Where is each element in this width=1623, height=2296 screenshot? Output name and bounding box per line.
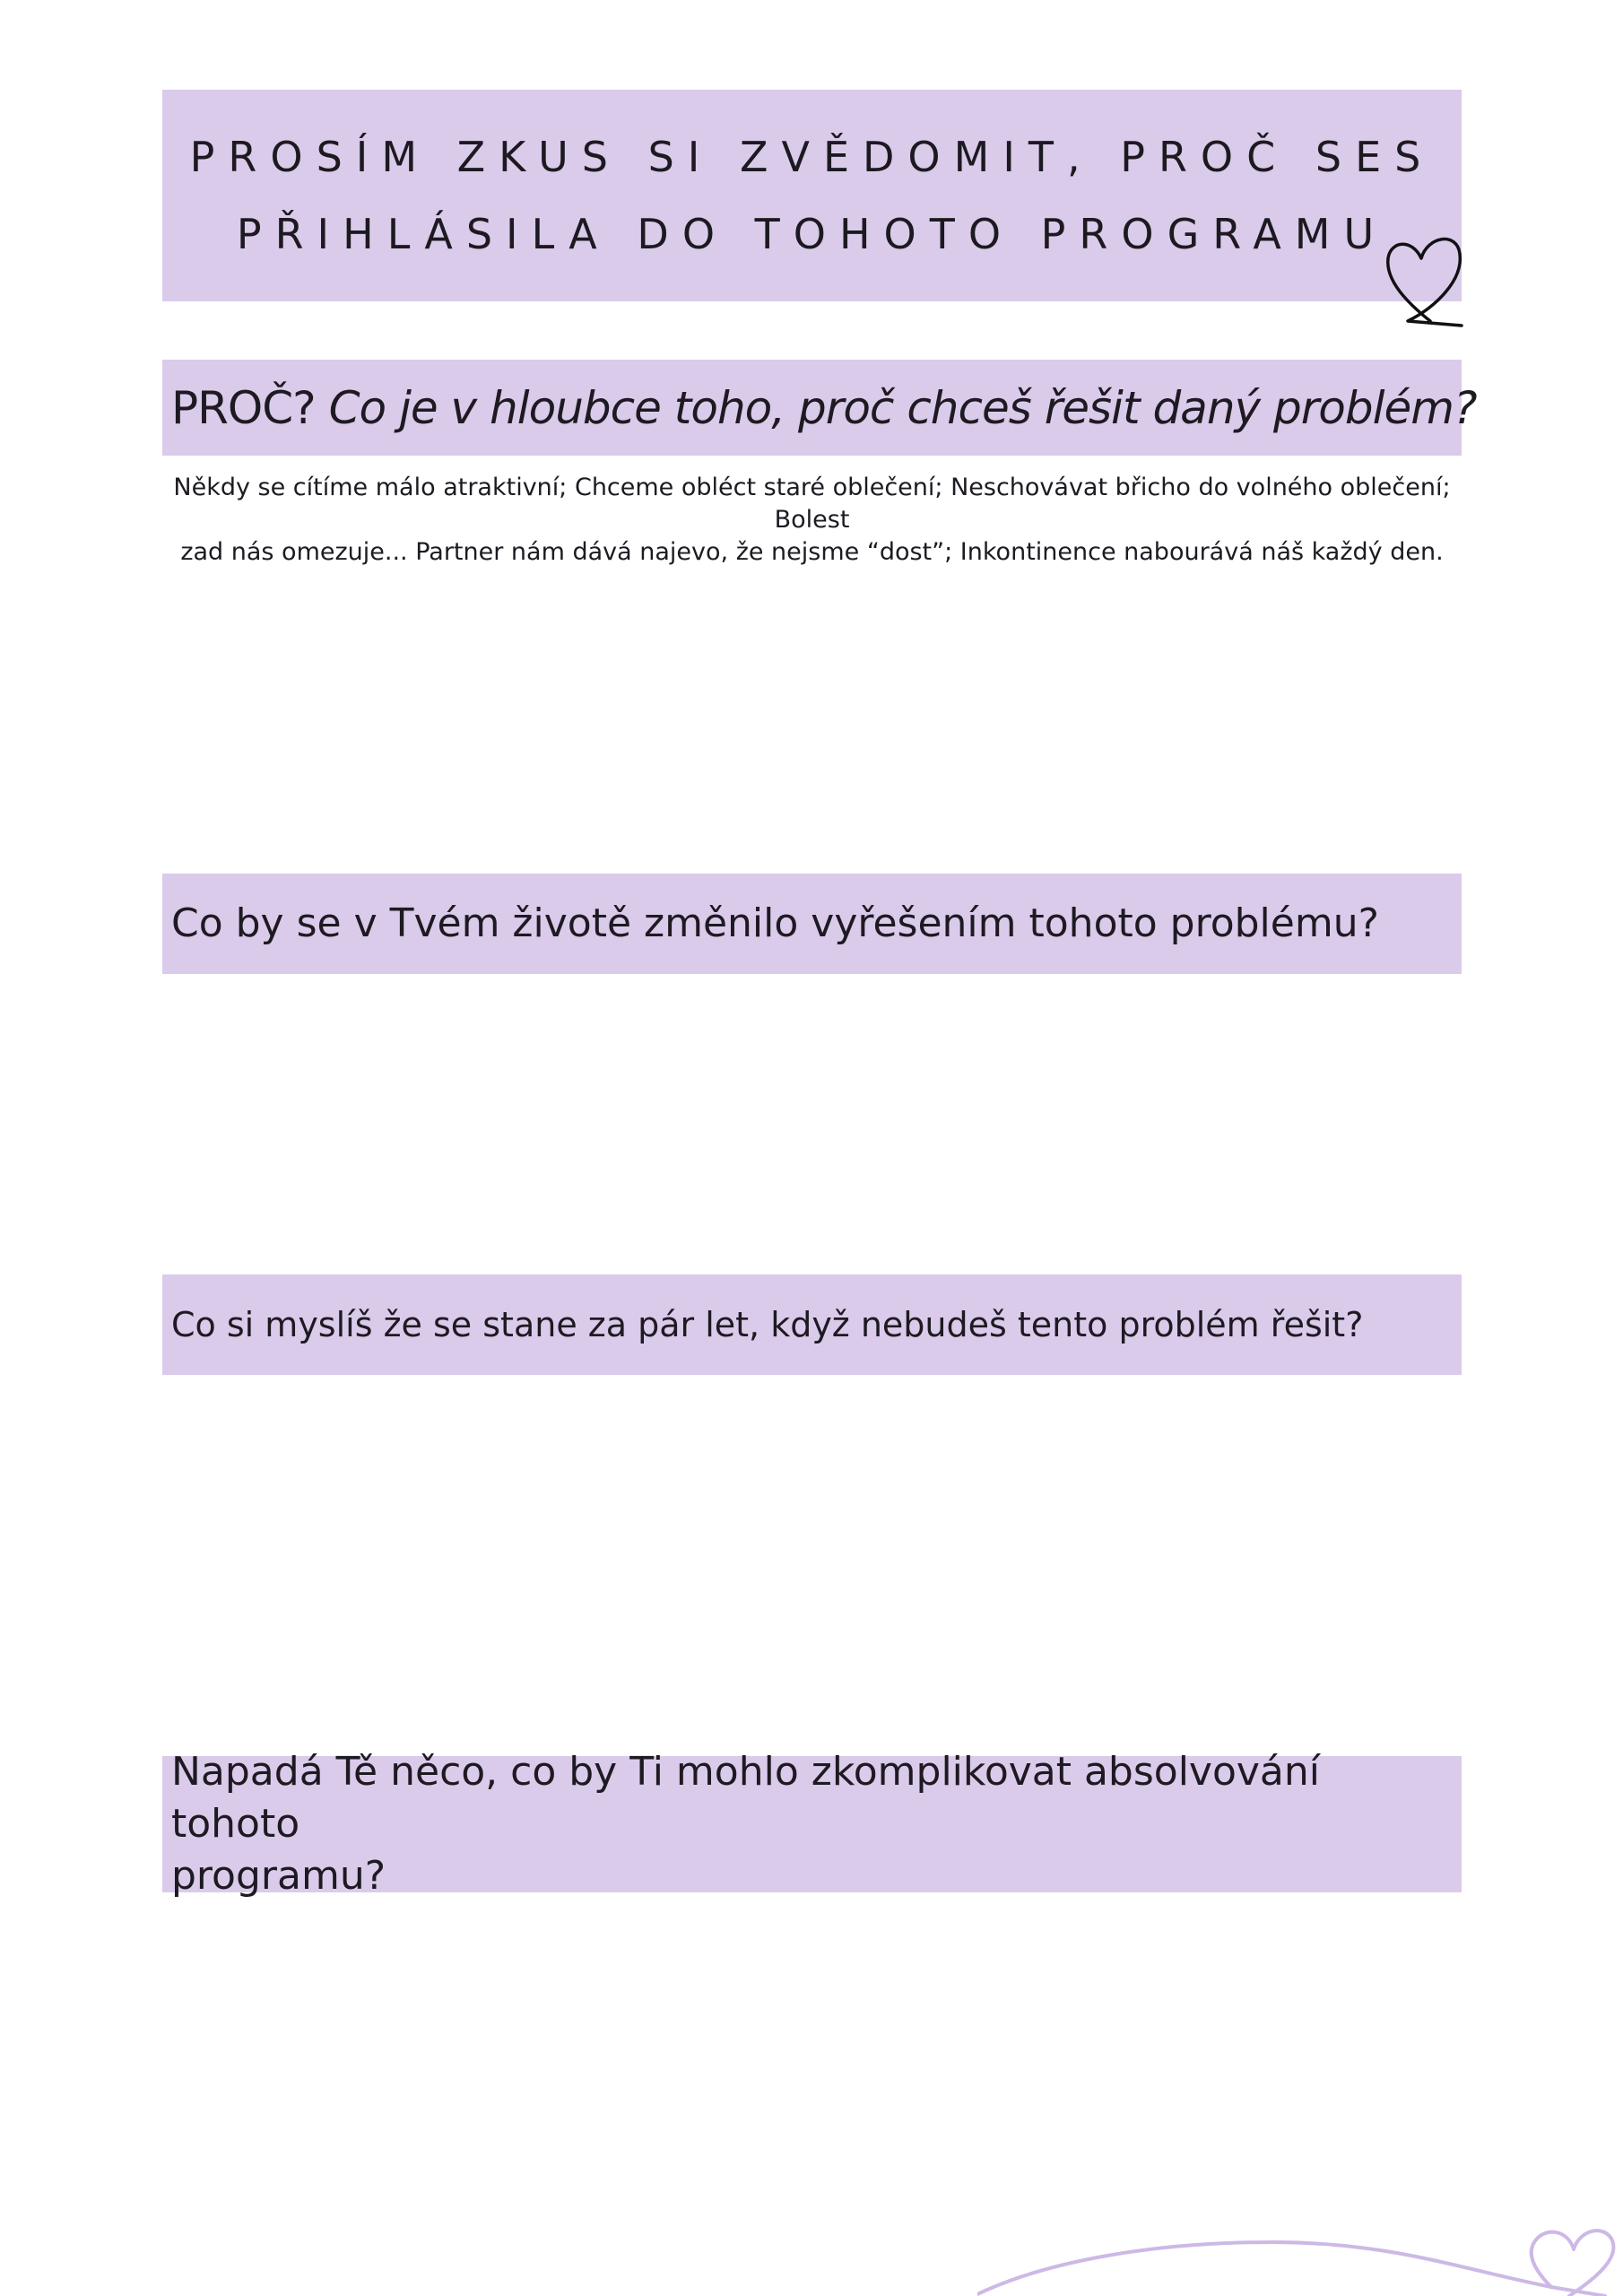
question-why-lead: PROČ?: [171, 381, 316, 434]
question-change-band: [162, 874, 1462, 974]
heart-swoosh-icon: [977, 2188, 1623, 2296]
heart-icon: [1381, 231, 1471, 330]
hint-line-2: zad nás omezuje... Partner nám dává najevo, že nejsme “dost”; Inkontinence nabourává náš každý den.: [180, 538, 1444, 566]
title-banner: [162, 90, 1462, 301]
question-why-band: [162, 360, 1477, 456]
question-obstacles-band: [162, 1749, 1462, 1899]
question-obstacles: [171, 1746, 1453, 1902]
question-future: Co si myslíš že se stane za pár let, když nebudeš tento problém řešit?: [171, 1305, 1364, 1344]
question-why: [171, 383, 1477, 433]
question-change: Co by se v Tvém životě změnilo vyřešením tohoto problému?: [171, 900, 1379, 946]
question-future-band: [162, 1274, 1462, 1375]
question-obstacles-line-2: programu?: [171, 1853, 386, 1899]
question-obstacles-line-1: Napadá Tě něco, co by Ti mohlo zkomplikovat absolvování tohoto: [171, 1749, 1321, 1847]
question-why-hint: [162, 472, 1462, 569]
question-why-italic: Co je v hloubce toho, proč chceš řešit daný problém?: [328, 381, 1477, 434]
title-line-1: PROSÍM ZKUS SI ZVĚDOMIT, PROČ SES: [189, 133, 1435, 181]
title-line-2: PŘIHLÁSILA DO TOHOTO PROGRAMU: [236, 210, 1388, 258]
hint-line-1: Někdy se cítíme málo atraktivní; Chceme obléct staré oblečení; Neschovávat břicho do volného oblečení; Bolest: [173, 474, 1451, 534]
